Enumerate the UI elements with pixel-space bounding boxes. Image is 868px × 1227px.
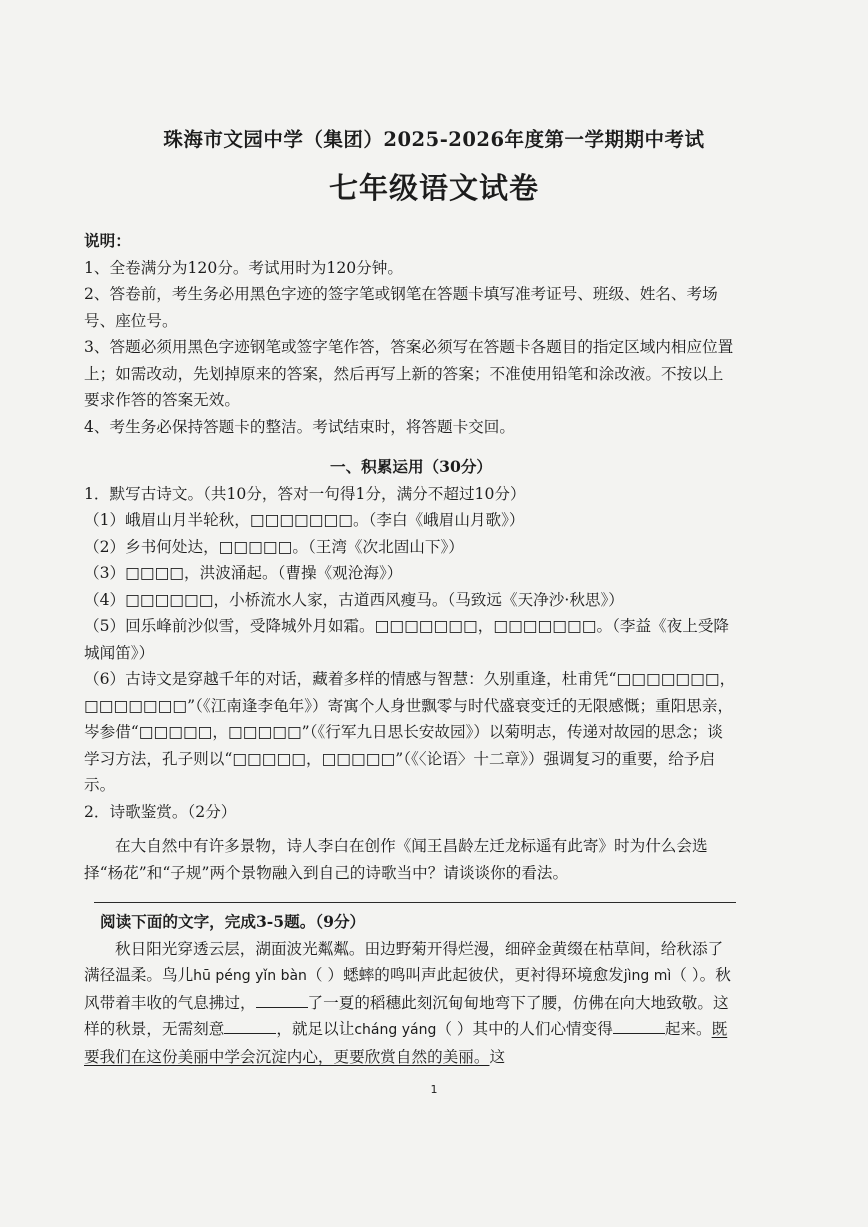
question-1-item-4: （4）□□□□□□，小桥流水人家，古道西风瘦马。（马致远《天净沙·秋思》） <box>84 590 624 609</box>
underlined-sentence: 既要我们在这份美丽中学会沉淀内心，更要欣赏自然的美丽。 <box>84 1020 728 1066</box>
instruction-item-3: 3、答题必须用黑色字迹钢笔或签字笔作答，答案必须写在答题卡各题目的指定区域内相应位置上；如需改动，先划掉原来的答案，然后再写上新的答案；不准使用铅笔和涂改液。不按以上要求作答的答案无效。 <box>84 338 734 409</box>
paper-title: 七年级语文试卷 <box>328 171 539 205</box>
pinyin-2: jìng mì <box>623 968 672 984</box>
section-heading: 一、积累运用（30分） <box>329 457 493 476</box>
question-2-body: 在大自然中有许多景物，诗人李白在创作《闻王昌龄左迁龙标遥有此寄》时为什么会选择“杨花”和“子规”两个景物融入到自己的诗歌当中？请谈谈你的看法。 <box>84 837 708 882</box>
pinyin-3: cháng yáng <box>354 1022 437 1038</box>
passage-text-5: ，就足以让 <box>276 1020 355 1038</box>
question-1-item-3: （3）□□□□，洪波涌起。（曹操《观沧海》） <box>84 564 403 582</box>
reading-heading: 阅读下面的文字，完成3-5题。（9分） <box>100 912 366 931</box>
instructions-label: 说明： <box>84 231 131 250</box>
pinyin-1: hū péng yǐn bàn <box>193 968 307 984</box>
instruction-item-1: 1、全卷满分为120分。考试用时为120分钟。 <box>84 258 403 277</box>
passage-text-4: 了一夏的稻穗此刻沉甸甸地弯下了腰，仿佛在向大地致敬。这样的秋景，无需刻意 <box>84 993 729 1038</box>
passage-text-2: （ ）蟋蟀的鸣叫声此起彼伏，更衬得环境愈发 <box>306 966 624 984</box>
question-1-item-1: （1）峨眉山月半轮秋，□□□□□□□。（李白《峨眉山月歌》） <box>84 511 525 529</box>
fill-blank-3[interactable] <box>613 1017 665 1034</box>
passage-text-9: 这 <box>489 1047 506 1066</box>
school-exam-title: 珠海市文园中学（集团）2025-2026年度第一学期期中考试 <box>163 128 705 151</box>
passage-text-3: （ ）。秋风带着丰收的气息拂过， <box>84 966 731 1012</box>
reading-passage <box>84 936 738 1071</box>
instruction-item-4: 4、考生务必保持答题卡的整洁。考试结束时，将答题卡交回。 <box>84 417 515 436</box>
passage-text-1: 秋日阳光穿透云层，湖面波光粼粼。田边野菊开得烂漫，细碎金黄缀在枯草间，给秋添了满径温柔。鸟儿 <box>84 939 724 984</box>
question-1-item-2: （2）乡书何处达，□□□□□。（王湾《次北固山下》） <box>84 537 464 556</box>
question-1-item-6: （6）古诗文是穿越千年的对话，藏着多样的情感与智慧：久别重逢，杜甫凭“□□□□□□□，□□□□□□□”（《江南逢李龟年》）寄寓个人身世飘零与时代盛衰变迁的无限感慨；重阳思亲，岑参借“□□□□□，□□□□□”（《行军九日思长安故园》）以菊明志，传递对故园的思念；谈学习方法，孔子则以“□□□□□，□□□□□”（《〈论语〉十二章》）强调复习的重要，给予启示。 <box>84 670 736 794</box>
instruction-item-2: 2、答卷前，考生务必用黑色字迹的签字笔或钢笔在答题卡填写准考证号、班级、姓名、考场号、座位号。 <box>84 285 718 330</box>
question-1-item-5: （5）回乐峰前沙似雪，受降城外月如霜。□□□□□□□，□□□□□□□。（李益《夜上受降城闻笛》） <box>84 617 730 662</box>
page-number: 1 <box>430 1083 438 1096</box>
question-2-stem: 2．诗歌鉴赏。（2分） <box>84 802 237 821</box>
passage-text-7: 起来。 <box>664 1020 712 1038</box>
passage-text-6: （ ）其中的人们心情变得 <box>436 1020 613 1038</box>
question-1-stem: 1．默写古诗文。（共10分，答对一句得1分，满分不超过10分） <box>84 484 526 503</box>
exam-content <box>84 228 738 1070</box>
fill-blank-1[interactable] <box>256 991 308 1008</box>
fill-blank-2[interactable] <box>224 1017 276 1034</box>
section-divider <box>94 902 736 903</box>
